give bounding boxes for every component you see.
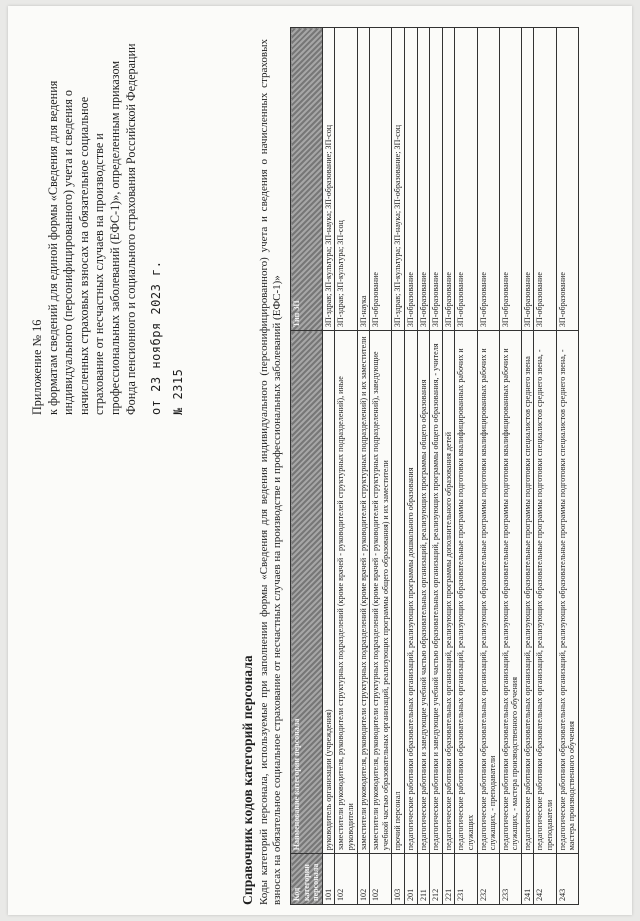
name-cell: педагогические работники образовательных организаций, реализующих образовательные программы подготовки специалистов среднего звена: [521, 331, 534, 854]
annex-date: от 23 ноября 2023 г.: [149, 260, 164, 415]
name-cell: педагогические работники образовательных организаций, реализующих образовательные программы подготовки специалистов среднего звена, - преподаватели: [534, 331, 556, 854]
zp-cell: ЗП-образование: [556, 28, 578, 331]
annex-block: [30, 15, 186, 415]
zp-cell: ЗП-образование: [430, 28, 443, 331]
code-cell: 242: [534, 854, 556, 905]
code-cell: 211: [417, 854, 430, 905]
code-cell: 103: [392, 854, 405, 905]
code-cell: 233: [499, 854, 521, 905]
name-cell: педагогические работники и заведующие учебной частью образовательных организаций, реализующих программы общего образования: [417, 331, 430, 854]
zp-cell: ЗП-здрав; ЗП-культура; ЗП-наука; ЗП-образование; ЗП-соц: [322, 28, 335, 331]
name-cell: педагогические работники образовательных организаций, реализующих образовательные программы подготовки квалифицированных рабочих и служащих: [455, 331, 477, 854]
name-cell: педагогические работники и заведующие учебной частью образовательных организаций, реализующих программы общего образования, - учителя: [430, 331, 443, 854]
zp-cell: ЗП-образование: [521, 28, 534, 331]
rotated-content: [8, 6, 632, 915]
table-row: [392, 28, 405, 905]
code-cell: 201: [404, 854, 417, 905]
code-cell: 102: [370, 854, 392, 905]
annex-line: Приложение № 16: [30, 319, 44, 415]
table-row: [417, 28, 430, 905]
code-cell: 102: [357, 854, 370, 905]
code-cell: 243: [556, 854, 578, 905]
zp-cell: ЗП-образование: [370, 28, 392, 331]
table-row: [370, 28, 392, 905]
scanned-page: [8, 6, 632, 915]
name-cell: педагогические работники образовательных организаций, реализующих образовательные программы подготовки специалистов среднего звена, - мастера производственного обучения: [556, 331, 578, 854]
zp-cell: ЗП-здрав; ЗП-культура; ЗП-соц: [335, 28, 357, 331]
intro-paragraph: Коды категорий персонала, используемые при заполнении формы «Сведения для ведения индивидуального (персонифицированного) учета и сведения о начисленных страховых взносах на обязательное социальное страхование от несчастных случаев на производстве и профессиональных заболеваний (ЕФС-1)»: [258, 39, 283, 905]
table-row: [521, 28, 534, 905]
table-row: [556, 28, 578, 905]
zp-cell: ЗП-образование: [455, 28, 477, 331]
zp-cell: ЗП-здрав; ЗП-культура; ЗП-наука; ЗП-образование; ЗП-соц: [392, 28, 405, 331]
zp-cell: ЗП-образование: [417, 28, 430, 331]
name-cell: заместители руководителя, руководители структурных подразделений (кроме врачей - руководителей структурных подразделений), иные руководители: [335, 331, 357, 854]
table-row: [430, 28, 443, 905]
page-title: Справочник кодов категорий персонала: [240, 655, 255, 905]
annex-line: индивидуального (персонифицированного) учета и сведения о: [61, 90, 76, 415]
annex-line: страхование от несчастных случаев на производстве и: [92, 133, 107, 415]
table-row: [335, 28, 357, 905]
table-row: [357, 28, 370, 905]
name-cell: педагогические работники образовательных организаций, реализующих программы дошкольного образования: [404, 331, 417, 854]
table-row: [322, 28, 335, 905]
name-cell: руководитель организации (учреждения): [322, 331, 335, 854]
table-row: [455, 28, 477, 905]
name-cell: заместители руководителя, руководители структурных подразделений (кроме врачей - руководителей структурных подразделений), заведующие учебной частью образовательных организаций, реализующих программы общего образования) и их заместители: [370, 331, 392, 854]
annex-line: профессиональных заболеваний (ЕФС-1)», определенным приказом: [107, 60, 122, 415]
name-cell: педагогические работники образовательных организаций, реализующих образовательные программы подготовки квалифицированных рабочих и служащих, - мастера производственного обучения: [499, 331, 521, 854]
zp-cell: ЗП-наука: [357, 28, 370, 331]
annex-number: № 2315: [170, 368, 185, 415]
annex-line: Фонда пенсионного и социального страхования Российской Федерации: [123, 43, 138, 415]
name-cell: заместители руководителя, руководители структурных подразделений (кроме врачей - руководителей структурных подразделений) и их заместители: [357, 331, 370, 854]
zp-cell: ЗП-образование: [442, 28, 455, 331]
name-cell: педагогические работники образовательных организаций, реализующих программы дополнительного образования детей: [442, 331, 455, 854]
table-row: [534, 28, 556, 905]
name-cell: прочий персонал: [392, 331, 405, 854]
table-row: [442, 28, 455, 905]
code-cell: 232: [477, 854, 499, 905]
code-cell: 212: [430, 854, 443, 905]
code-cell: 101: [322, 854, 335, 905]
header-code: Код категории персонала: [291, 854, 323, 905]
zp-cell: ЗП-образование: [534, 28, 556, 331]
code-cell: 102: [335, 854, 357, 905]
table-row: [477, 28, 499, 905]
header-zp-type: Тип ЗП: [291, 28, 323, 331]
zp-cell: ЗП-образование: [499, 28, 521, 331]
code-cell: 231: [455, 854, 477, 905]
header-name: Наименование категории персонала: [291, 331, 323, 854]
table-header-row: [291, 28, 323, 905]
table-row: [404, 28, 417, 905]
code-cell: 221: [442, 854, 455, 905]
table-row: [499, 28, 521, 905]
annex-line: начисленных страховых взносах на обязательное социальное: [76, 96, 91, 415]
zp-cell: ЗП-образование: [404, 28, 417, 331]
codes-table: [290, 27, 579, 905]
zp-cell: ЗП-образование: [477, 28, 499, 331]
annex-line: к форматам сведений для единой формы «Сведения для ведения: [45, 80, 60, 415]
code-cell: 241: [521, 854, 534, 905]
name-cell: педагогические работники образовательных организаций, реализующих образовательные программы подготовки квалифицированных рабочих и служащих, - преподаватели: [477, 331, 499, 854]
